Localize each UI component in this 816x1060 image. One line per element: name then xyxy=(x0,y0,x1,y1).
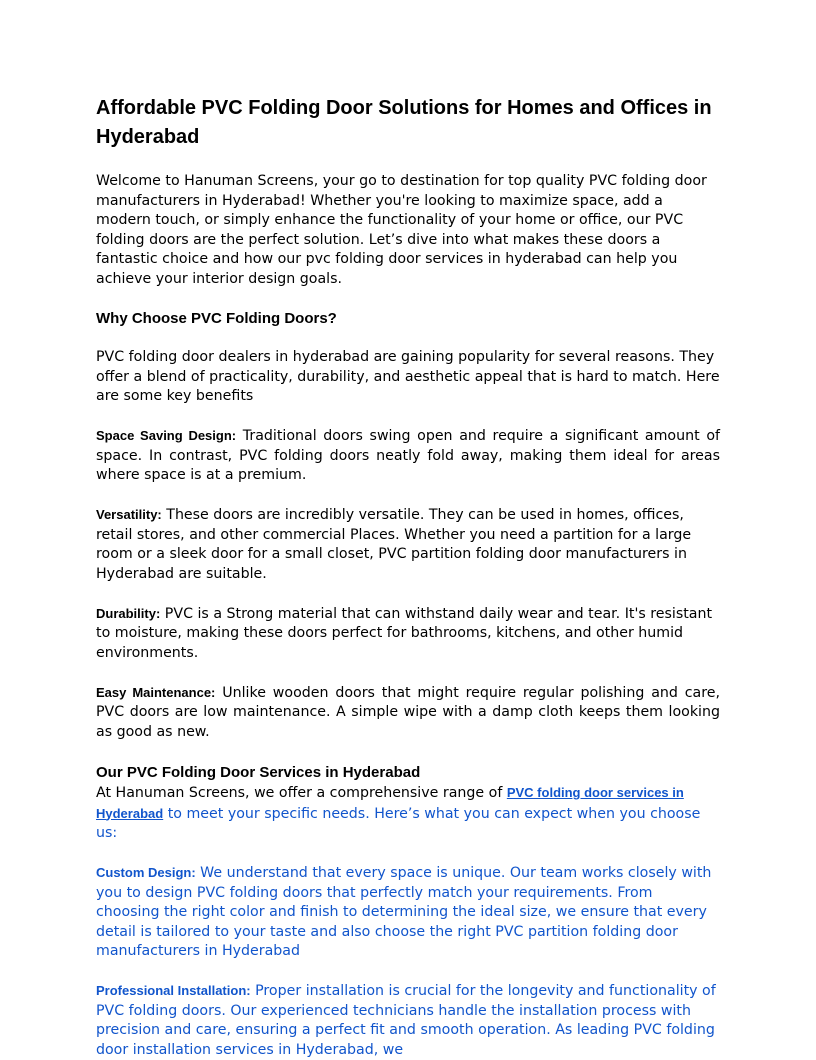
benefit-durability xyxy=(96,604,720,664)
services-intro-end: to meet your specific needs. Here’s what you can expect when you choose us: xyxy=(96,805,701,841)
document-title: Affordable PVC Folding Door Solutions for Homes and Offices in Hyderabad xyxy=(96,97,712,148)
service-custom-design xyxy=(96,863,720,962)
service-text: We understand that every space is unique. Our team works closely with you to design PVC folding doors that perfectly match your requirements. From choosing the right color and finish to determining the ideal size, we ensure that every detail is tailored to your taste and also choose the right PVC partition folding door manufacturers in Hyderabad xyxy=(96,865,712,959)
benefit-space-saving xyxy=(96,426,720,486)
benefit-text: PVC is a Strong material that can withstand daily wear and tear. It's resistant to moisture, making these doors perfect for bathrooms, kitchens, and other humid environments. xyxy=(96,605,713,661)
benefit-label: Durability: xyxy=(96,605,161,621)
benefit-easy-maintenance xyxy=(96,683,720,743)
document-page xyxy=(96,94,720,1060)
why-paragraph: PVC folding door dealers in hyderabad are gaining popularity for several reasons. They offer a blend of practicality, durability, and aesthetic appeal that is hard to match. Here are some key benefits xyxy=(96,349,720,404)
services-intro-start: At Hanuman Screens, we offer a comprehensive range of xyxy=(96,785,507,801)
services-intro xyxy=(96,783,720,844)
benefit-label: Easy Maintenance: xyxy=(96,684,216,700)
benefit-versatility xyxy=(96,505,720,584)
benefit-text: Unlike wooden doors that might require regular polishing and care, PVC doors are low maintenance. A simple wipe with a damp cloth keeps them looking as good as new. xyxy=(96,684,721,740)
services-heading: Our PVC Folding Door Services in Hyderabad xyxy=(96,764,421,781)
service-text: Proper installation is crucial for the longevity and functionality of PVC folding doors. Our experienced technicians handle the installation process with precision and care, ensuring a perfect fit and smooth operation. As leading PVC folding door installation services in Hyderabad, we xyxy=(96,983,716,1058)
benefit-label: Space Saving Design: xyxy=(96,428,237,443)
intro-paragraph: Welcome to Hanuman Screens, your go to destination for top quality PVC folding door manufacturers in Hyderabad! Whether you're looking to maximize space, add a modern touch, or simply enhance the functionality of your home or office, our PVC folding doors are the perfect solution. Let’s dive into what makes these doors a fantastic choice and how our pvc folding door services in hyderabad can help you achieve your interior design goals. xyxy=(96,173,707,287)
why-heading: Why Choose PVC Folding Doors? xyxy=(96,309,337,327)
benefit-label: Versatility: xyxy=(96,507,162,522)
benefit-text: These doors are incredibly versatile. They can be used in homes, offices, retail stores, and other commercial Places. Whether you need a partition for a large room or a sleek door for a small closet, PVC partition folding door manufacturers in Hyderabad are suitable. xyxy=(96,507,692,582)
service-professional-installation xyxy=(96,981,720,1060)
hyderabad-link[interactable]: Hyderabad xyxy=(96,805,164,821)
pvc-folding-door-services-link[interactable]: PVC folding door services in xyxy=(506,785,684,800)
service-label: Professional Installation: xyxy=(96,983,251,998)
service-label: Custom Design: xyxy=(96,865,196,880)
benefit-text: Traditional doors swing open and require a significant amount of space. In contrast, PVC folding doors neatly fold away, making them ideal for areas where space is at a premium. xyxy=(96,428,720,483)
